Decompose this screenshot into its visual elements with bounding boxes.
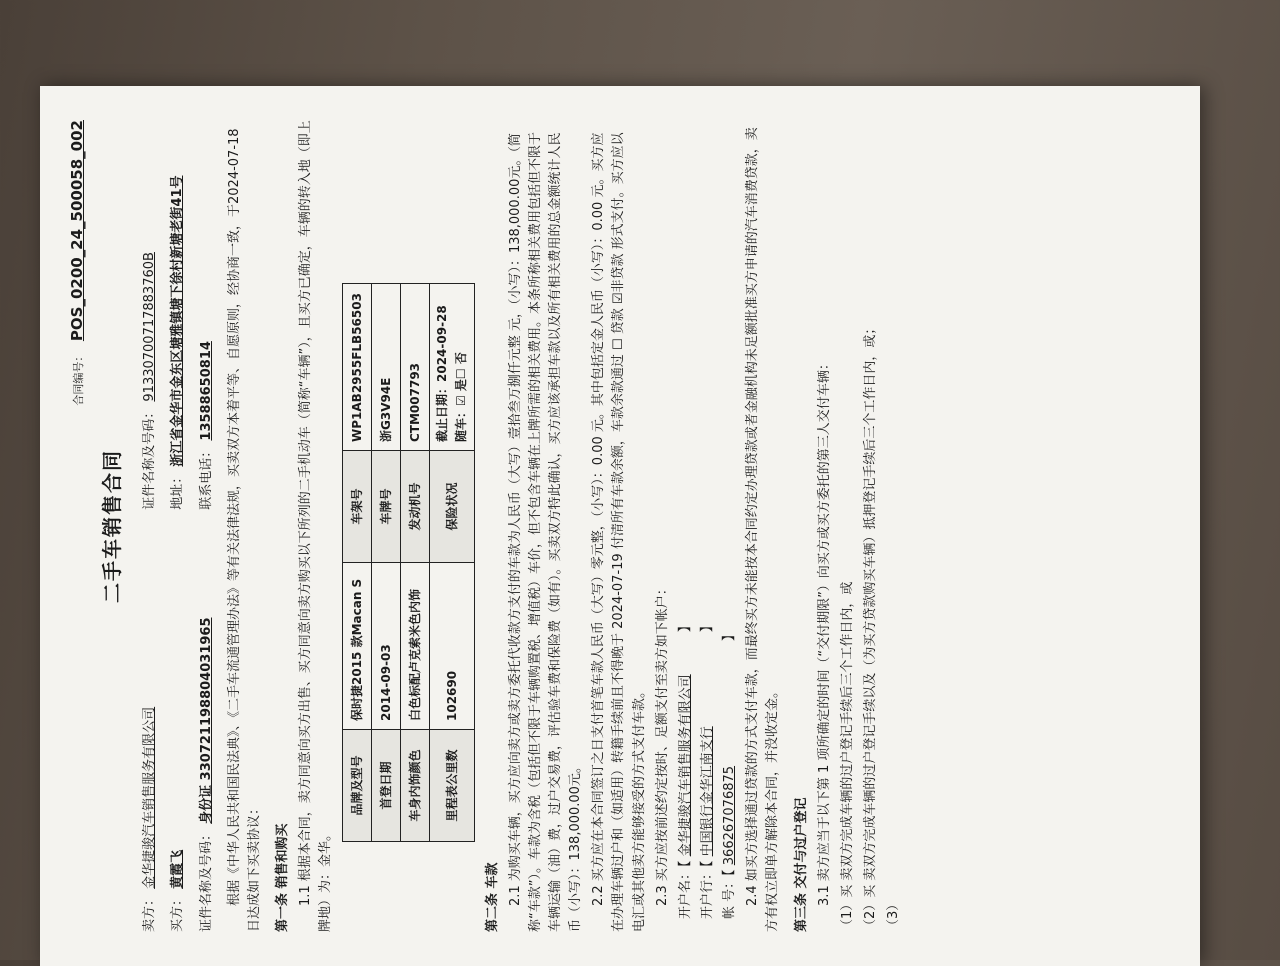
article-2-3: 2.3 买方应按前述约定按时、足额支付至卖方如下帐户：	[654, 582, 670, 906]
vehicle-field-label: 车牌号	[372, 451, 401, 563]
account-bank-label: 开户行：	[699, 866, 715, 919]
contract-number-value: POS_0200_24_500058_002	[68, 120, 86, 342]
vehicle-table-row	[401, 284, 430, 842]
account-name-row: 开户名：【 金华捷骏汽车销售服务有限公司 】	[676, 120, 696, 919]
vehicle-field-value: 截止日期：2024-09-28 随车：☑ 是☐ 否	[430, 284, 474, 451]
vehicle-field-label: 里程表公里数	[430, 730, 474, 842]
buyer-row	[168, 120, 188, 932]
vehicle-field-value: 102690	[430, 563, 474, 730]
article-1-heading: 第一条 销售和购买	[274, 823, 290, 932]
article-1-1: 1.1 根据本合同，卖方同意向买方出售、买方同意向卖方购买以下所列的二手机动车（简称“车辆”），且买方已确定，车辆的转入地（即上牌地）为：金华。	[298, 120, 334, 932]
buyer-id-label: 证件名称及号码：	[198, 827, 214, 932]
vehicle-field-value: WP1AB2955FLB56503	[343, 284, 372, 451]
vehicle-field-value: 浙G3V94E	[372, 284, 401, 451]
account-number-label: 帐 号：	[722, 875, 738, 919]
article-3-option-1: （1）买 卖双方完成车辆的过户登记手续后三个工作日内，或	[839, 581, 855, 932]
buyer-id-value: 身份证 330721198804031965	[198, 617, 214, 824]
account-bank-value: 中国银行金华江南支行	[699, 726, 715, 857]
intro-paragraph: 根据《中华人民共和国民法典》、《二手车流通管理办法》等有关法律法规，买卖双方本着平等、自愿原则，经协商一致，于2024-07-18日达成如下买卖协议：	[226, 128, 262, 932]
vehicle-field-value: 白色标配卢克索米色内饰	[401, 563, 430, 730]
buyer-address-label: 地址：	[170, 470, 186, 510]
buyer-address-value: 浙江省金华市金东区塘雅镇塘下徐村新塘老街41号	[170, 175, 186, 467]
vehicle-table-row	[372, 284, 401, 842]
account-name-value: 金华捷骏汽车销售服务有限公司	[677, 674, 693, 857]
seller-row	[140, 120, 160, 932]
seller-id-label: 证件名称及号码：	[142, 405, 158, 510]
contract-number	[66, 120, 89, 932]
article-3-1: 3.1 卖方应当于以下第 1 项所确定的时间（“交付期限”）向买方或买方委托的第三人交付车辆：	[816, 357, 832, 906]
article-2-2: 2.2 买方应在本合同签订之日支付首笔车款人民币（大写）零元整，（小写）：0.00 元。其中包括定金人民币（小写）：0.00 元。买方应在办理车辆过户和（如适用）转籍手续前且不得晚于 2024-07-19 付清所有车款余额，车款余款通过 ☐ 贷款 ☑非贷款 形式支付。买方应以电汇或其他卖方能够接受的方式支付车款。	[591, 132, 647, 932]
seller-id-value: 91330700717883760B	[142, 252, 158, 402]
account-number-row: 帐 号：【 366267076875 】	[720, 120, 740, 919]
contract-body	[66, 120, 907, 932]
contract-number-label: 合同编号：	[72, 350, 85, 406]
vehicle-field-value: 2014-09-03	[372, 563, 401, 730]
vehicle-field-label: 首登日期	[372, 730, 401, 842]
contract-title: 二手车销售合同	[100, 449, 125, 603]
vehicle-field-label: 品牌及型号	[343, 730, 372, 842]
article-3-heading: 第三条 交付与过户登记	[793, 797, 809, 932]
contract-paper	[40, 86, 1200, 966]
account-bank-row: 开户行：【 中国银行金华江南支行 】	[698, 120, 718, 919]
vehicle-table-row	[343, 284, 372, 842]
vehicle-field-label: 车架号	[343, 451, 372, 563]
account-name-label: 开户名：	[677, 866, 693, 919]
vehicle-field-label: 发动机号	[401, 451, 430, 563]
vehicle-field-label: 车身内饰颜色	[401, 730, 430, 842]
article-2-4: 2.4 如买方选择通过贷款的方式支付车款，而最终买方未能按本合同约定办理贷款或者金融机构未足额批准买方申请的汽车消费贷款，卖方有权立即单方解除本合同，并没收定金。	[745, 127, 781, 932]
article-3-option-2: （2）买 卖双方完成车辆的过户登记手续以及（为买方贷款购买车辆）抵押登记手续后三个工作日内，或；	[862, 321, 878, 932]
seller-label: 卖方：	[142, 892, 158, 932]
article-2-heading: 第二条 车款	[484, 862, 500, 932]
vehicle-field-value: 保时捷2015 款Macan S	[343, 563, 372, 730]
buyer-label: 买方：	[170, 892, 186, 932]
article-2-1: 2.1 为购买车辆，买方应向卖方或卖方委托代收款方支付的车款为人民币（大写）壹拾叁万捌仟元整 元，（小写）：138,000.00元。（简称“车款”）。车款为含税（包括但不限于车辆购置税、增值税）车价，但不包含车辆在上牌所需的相关费用。本条所称相关费用包括但不限于车辆运输（油）费，过户交易费，评估验车费和保险费（如有）。买卖双方特此确认，买方应该承担车款以及所有相关费用的总金额统计人民币（小写）：138,000.00元。	[507, 132, 584, 932]
vehicle-field-value: CTM007793	[401, 284, 430, 451]
buyer-name: 黄霞飞	[170, 849, 186, 889]
article-3-option-3: （3）	[886, 897, 902, 932]
seller-name: 金华捷骏汽车销售服务有限公司	[142, 706, 158, 889]
account-number-value: 366267076875	[722, 765, 738, 866]
buyer-id-row	[197, 120, 217, 932]
vehicle-table-row	[430, 284, 474, 842]
buyer-phone-label: 联系电话：	[198, 444, 214, 510]
vehicle-table	[342, 283, 474, 842]
buyer-phone-value: 13588650814	[198, 341, 214, 441]
vehicle-field-label: 保险状况	[430, 451, 474, 563]
